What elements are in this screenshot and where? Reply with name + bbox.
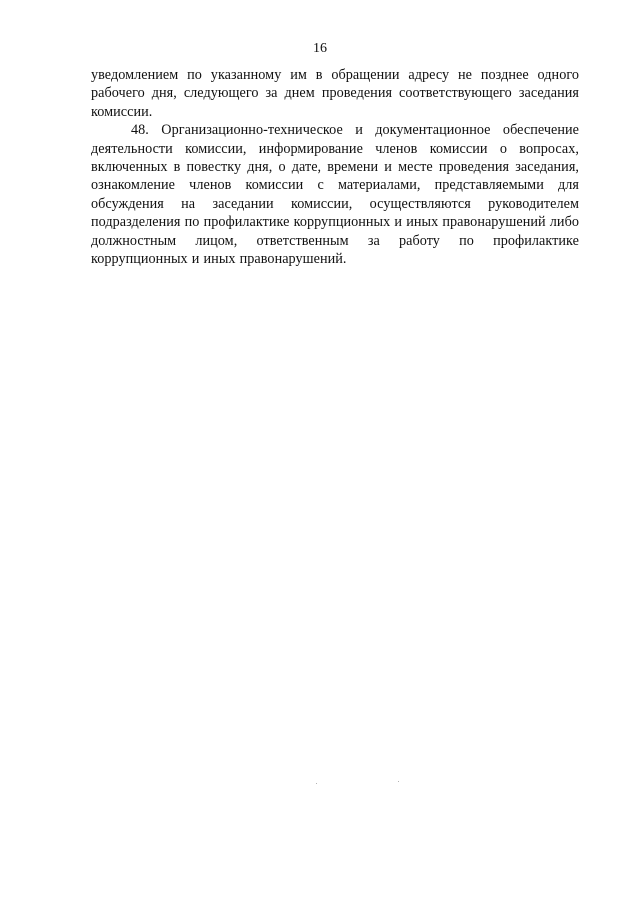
scan-speck bbox=[316, 783, 317, 784]
document-body bbox=[91, 66, 579, 268]
paragraph-continuation: уведомлением по указанному им в обращении адресу не позднее одного рабочего дня, следующего за днем проведения соответствующего заседания комиссии. bbox=[91, 67, 579, 120]
paragraph-48: 48. Организационно-техническое и документационное обеспечение деятельности комиссии, информирование членов комиссии о вопросах, включенных в повестку дня, о дате, времени и месте проведения заседания, ознакомление членов комиссии с материалами, представляемыми для обсуждения на заседании комиссии, осуществляются руководителем подразделения по профилактике коррупционных и иных правонарушений либо должностным лицом, ответственным за работу по профилактике коррупционных и иных правонарушений. bbox=[91, 122, 579, 268]
scan-speck bbox=[398, 781, 399, 782]
page-number: 16 bbox=[313, 41, 327, 56]
